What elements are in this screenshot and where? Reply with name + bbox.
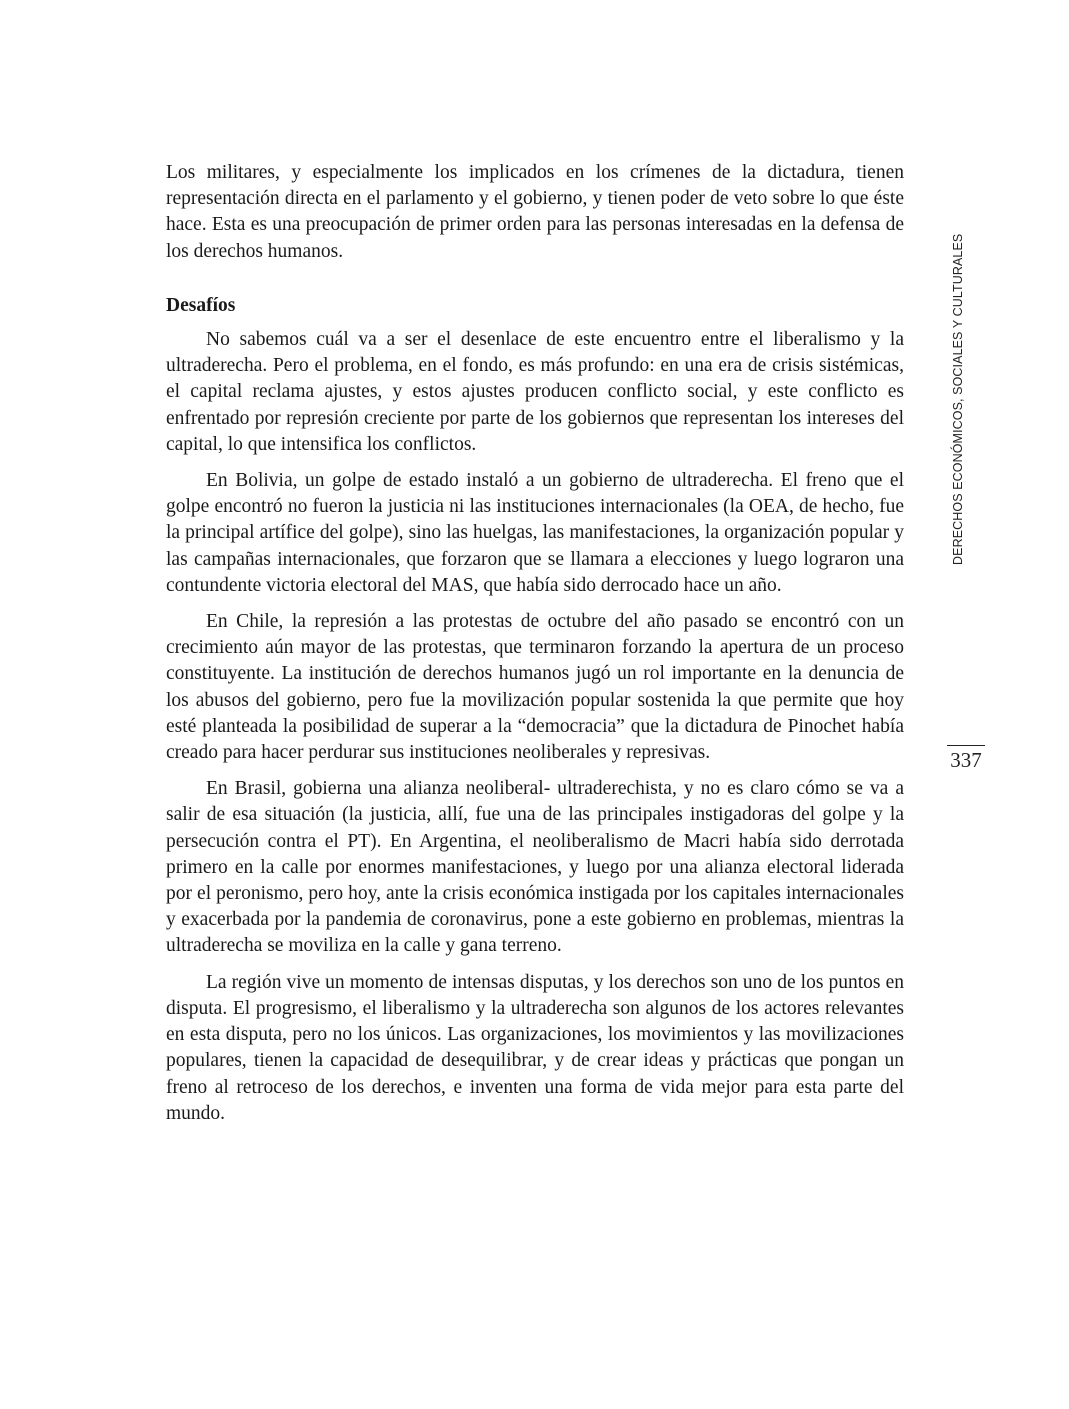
body-paragraph: La región vive un momento de intensas disputas, y los derechos son uno de los puntos en disputa. El progresismo, el liberalismo y la ultraderecha son algunos de los actores relevantes en esta disputa, pero no los únicos. Las organizaciones, los movimientos y las movilizaciones populares, tienen la capacidad de desequilibrar, y de crear ideas y prácticas que pongan un freno al retroceso de los derechos, e inventen una forma de vida mejor para esta parte del mundo. bbox=[166, 971, 904, 1124]
body-paragraph: En Bolivia, un golpe de estado instaló a un gobierno de ultraderecha. El freno que el golpe encontró no fueron la justicia ni las instituciones internacionales (la OEA, de hecho, fue la principal artífice del golpe), sino las huelgas, las manifestaciones, la organización popular y las campañas internacionales, que forzaron que se llamara a elecciones y luego lograron una contundente victoria electoral del MAS, que había sido derrocado hace un año. bbox=[166, 470, 904, 596]
body-paragraph: No sabemos cuál va a ser el desenlace de este encuentro entre el liberalismo y la ultraderecha. Pero el problema, en el fondo, es más profundo: en una era de crisis sistémicas, el capital reclama ajustes, y estos ajustes producen conflicto social, y este conflicto es enfrentado por represión creciente por parte de los gobiernos que representan los intereses del capital, lo que intensifica los conflictos. bbox=[166, 329, 904, 455]
body-paragraph: En Chile, la represión a las protestas de octubre del año pasado se encontró con un crecimiento aún mayor de las protestas, que terminaron forzando la apertura de un proceso constituyente. La institución de derechos humanos jugó un rol importante en la denuncia de los abusos del gobierno, pero fue la movilización popular sostenida la que permite que hoy esté planteada la posibilidad de superar a la “democracia” que la dictadura de Pinochet había creado para hacer perdurar sus instituciones neoliberales y represivas. bbox=[166, 611, 904, 764]
body-paragraph: En Brasil, gobierna una alianza neoliberal- ultraderechista, y no es claro cómo se va a salir de esa situación (la justicia, allí, fue una de las principales instigadoras del golpe y la persecución contra el PT). En Argentina, el neoliberalismo de Macri había sido derrotada primero en la calle por enormes manifestaciones, y luego por una alianza electoral liderada por el peronismo, pero hoy, ante la crisis económica instigada por los capitales internacionales y exacerbada por la pandemia de coronavirus, pone a este gobierno en problemas, mientras la ultraderecha se moviliza en la calle y gana terreno. bbox=[166, 778, 904, 957]
main-text-column bbox=[166, 160, 904, 1137]
running-head: DERECHOS ECONÓMICOS, SOCIALES Y CULTURALES bbox=[951, 233, 965, 565]
intro-paragraph: Los militares, y especialmente los implicados en los crímenes de la dictadura, tienen representación directa en el parlamento y el gobierno, y tienen poder de veto sobre lo que éste hace. Esta es una preocupación de primer orden para las personas interesadas en la defensa de los derechos humanos. bbox=[166, 162, 904, 262]
section-heading: Desafíos bbox=[166, 294, 236, 316]
page-number: 337 bbox=[947, 745, 985, 774]
